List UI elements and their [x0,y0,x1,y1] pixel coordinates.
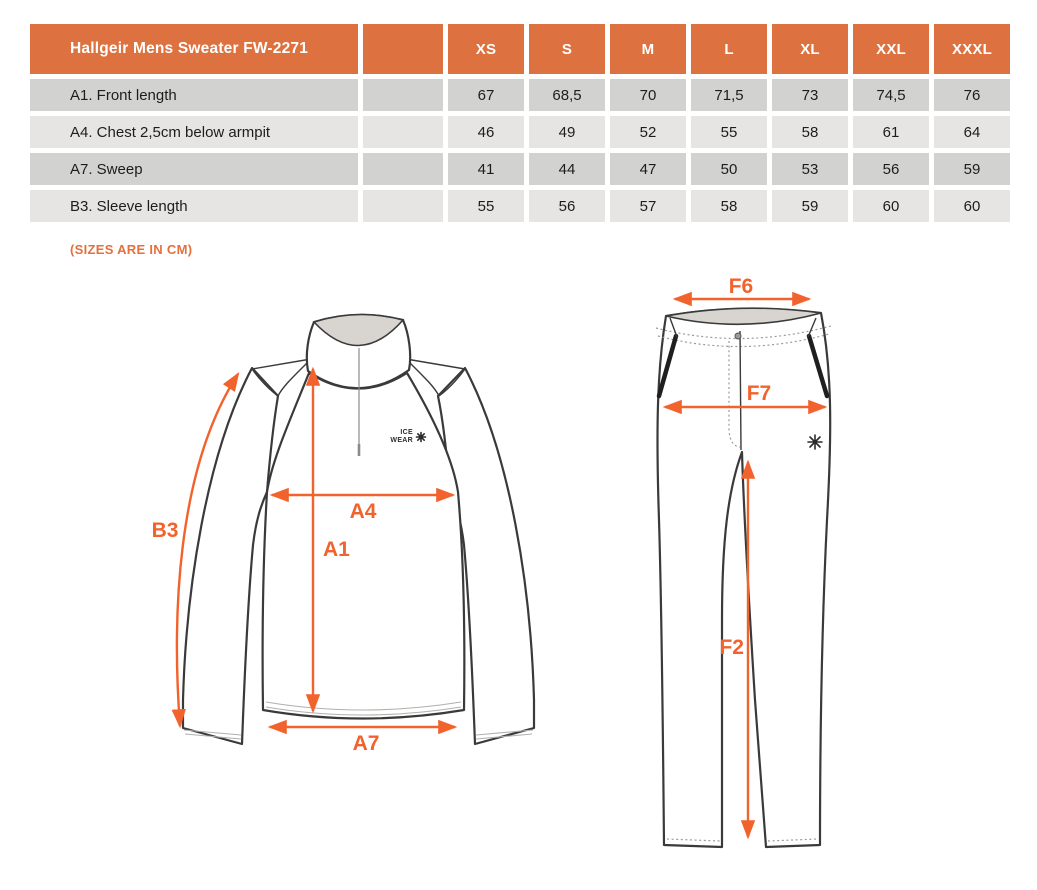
waist-button [735,333,741,339]
size-column-header-s: S [529,24,605,74]
size-value-cell: 50 [691,153,767,185]
a7-label: A7 [352,732,380,755]
size-value-cell: 56 [529,190,605,222]
size-value-cell: 56 [853,153,929,185]
size-value-cell: 70 [610,79,686,111]
size-value-cell: 59 [772,190,848,222]
size-value-cell: 74,5 [853,79,929,111]
f2-label: F2 [719,636,744,659]
size-value-cell: 76 [934,79,1010,111]
size-value-cell: 60 [934,190,1010,222]
size-column-header-xl: XL [772,24,848,74]
size-value-cell: 73 [772,79,848,111]
logo-text-line2: WEAR [390,437,413,444]
size-value-cell: 53 [772,153,848,185]
row-spacer-cell [363,153,443,185]
size-value-cell: 59 [934,153,1010,185]
size-value-cell: 57 [610,190,686,222]
size-value-cell: 67 [448,79,524,111]
pants-body [657,309,830,847]
size-column-header-m: M [610,24,686,74]
size-value-cell: 61 [853,116,929,148]
size-value-cell: 58 [691,190,767,222]
a4-label: A4 [349,500,377,523]
size-chart-table [30,24,1010,222]
row-spacer-cell [363,116,443,148]
size-value-cell: 52 [610,116,686,148]
f6-label: F6 [728,275,754,298]
row-label: A4. Chest 2,5cm below armpit [30,116,358,148]
logo-text-line1: ICE [400,429,413,436]
sweater-measurement-diagram [140,295,570,773]
row-label: A7. Sweep [30,153,358,185]
size-value-cell: 47 [610,153,686,185]
size-value-cell: 68,5 [529,79,605,111]
size-column-header-l: L [691,24,767,74]
table-title: Hallgeir Mens Sweater FW-2271 [30,24,358,74]
size-value-cell: 60 [853,190,929,222]
pants-measurement-diagram [630,272,848,872]
size-column-header-xxxl: XXXL [934,24,1010,74]
logo-snowflake-icon [417,433,426,442]
size-column-header-xxl: XXL [853,24,929,74]
pants-snowflake-icon [808,435,822,449]
size-value-cell: 58 [772,116,848,148]
size-value-cell: 46 [448,116,524,148]
sweater-body [263,373,465,719]
size-value-cell: 55 [691,116,767,148]
size-value-cell: 71,5 [691,79,767,111]
fly-seam [740,331,741,450]
size-value-cell: 44 [529,153,605,185]
header-spacer-cell [363,24,443,74]
b3-label: B3 [151,519,179,542]
units-note: (SIZES ARE IN CM) [70,242,193,257]
size-value-cell: 64 [934,116,1010,148]
size-value-cell: 55 [448,190,524,222]
size-value-cell: 49 [529,116,605,148]
row-spacer-cell [363,79,443,111]
a1-label: A1 [323,538,350,561]
size-value-cell: 41 [448,153,524,185]
f7-label: F7 [746,382,772,405]
row-label: A1. Front length [30,79,358,111]
row-label: B3. Sleeve length [30,190,358,222]
size-column-header-xs: XS [448,24,524,74]
row-spacer-cell [363,190,443,222]
